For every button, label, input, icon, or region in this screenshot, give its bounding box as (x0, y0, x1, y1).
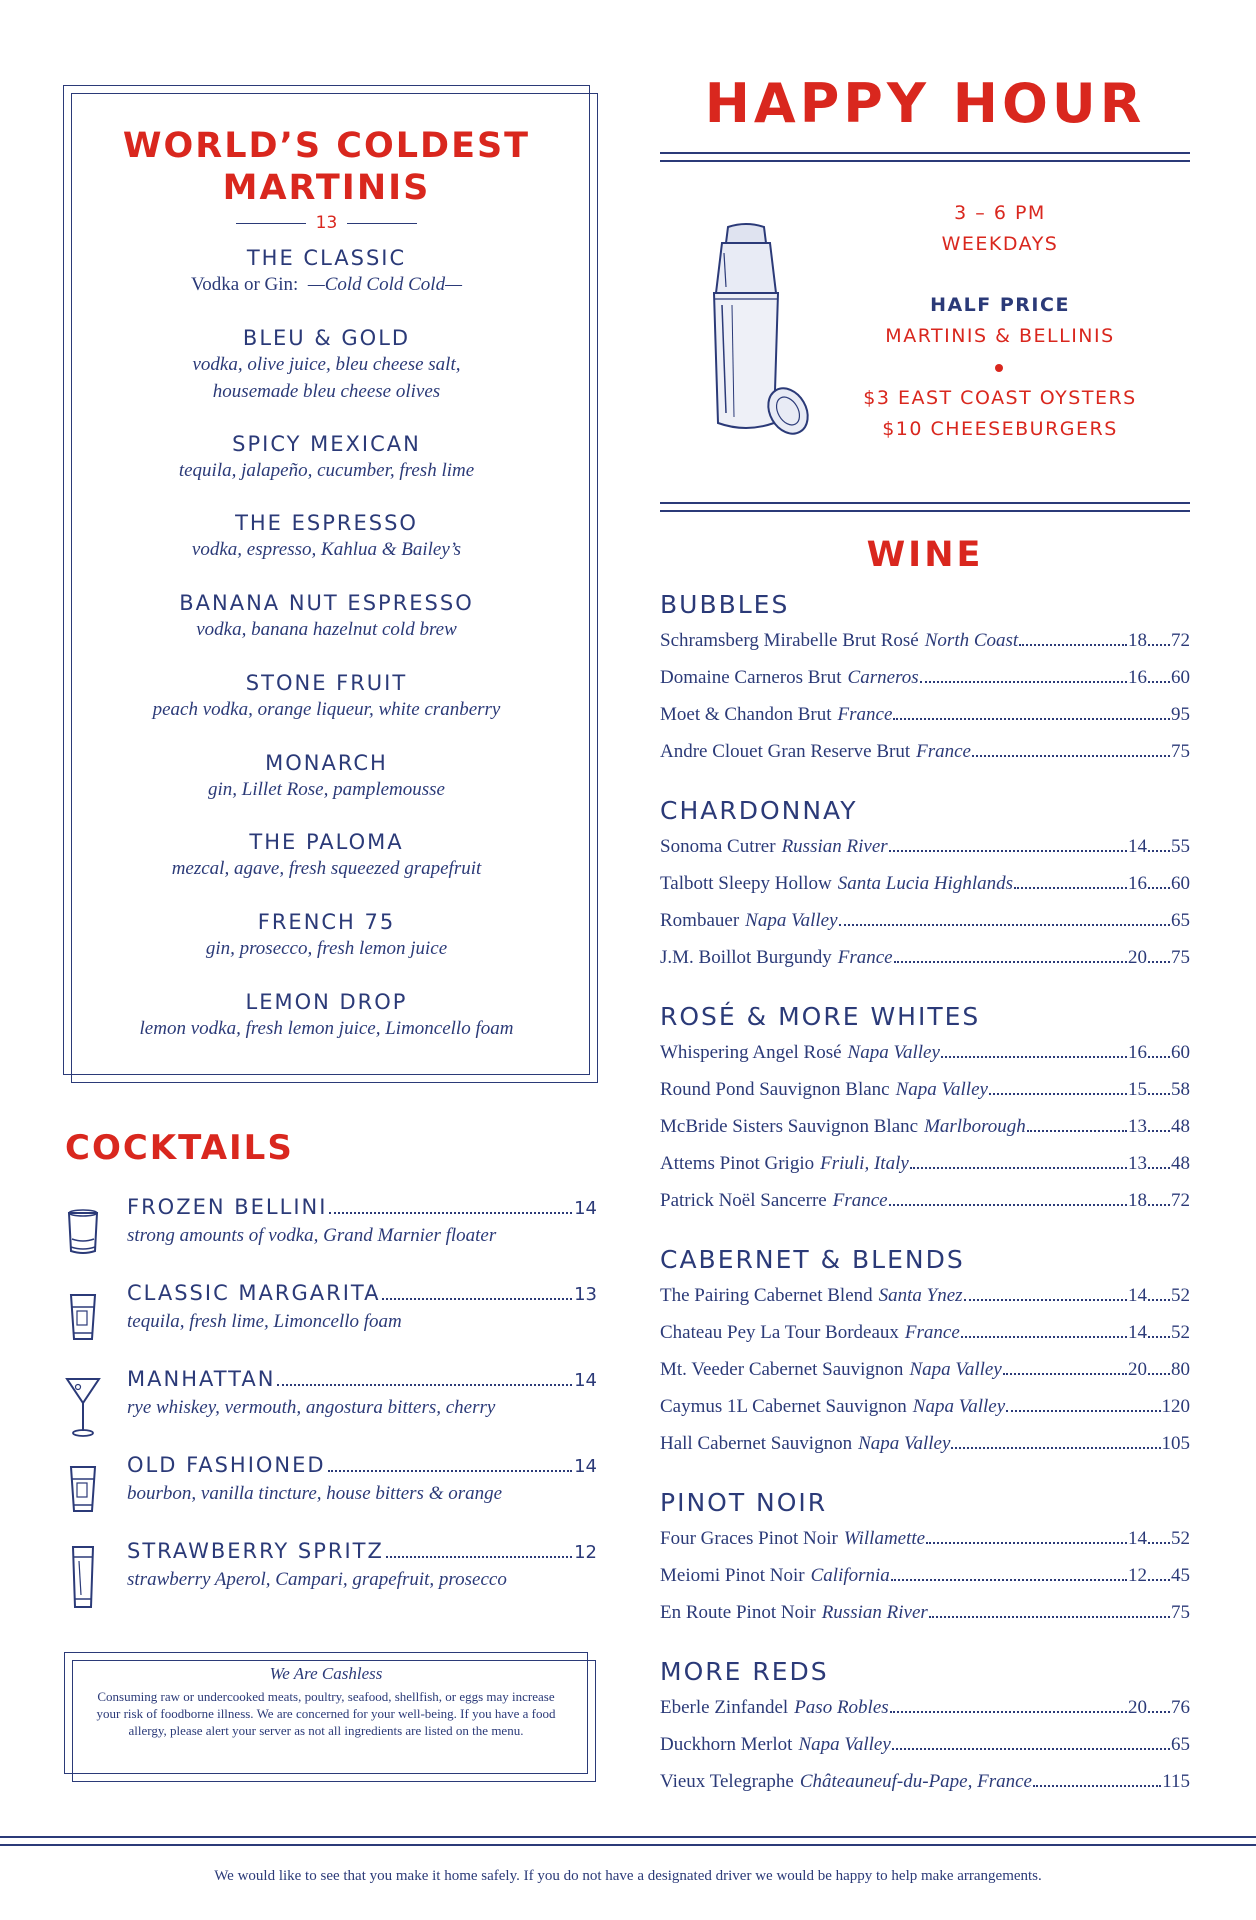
wine-bottle-price: 48 (1171, 1153, 1190, 1174)
cocktail-name-row (127, 1281, 597, 1306)
wine-region: Napa Valley (847, 1042, 940, 1063)
cocktail-shaker-icon (688, 213, 818, 443)
martini-title-line1: WORLD’S COLDEST (122, 126, 531, 166)
wine-name: Moet & Chandon Brut (660, 704, 832, 725)
wine-glass-price: 12 (1128, 1565, 1147, 1586)
leader-dots (894, 961, 1127, 963)
wine-name: The Pairing Cabernet Blend (660, 1285, 873, 1306)
cocktail-name: CLASSIC MARGARITA (127, 1281, 381, 1305)
wine-category-heading: BUBBLES (660, 590, 790, 619)
wine-name: En Route Pinot Noir (660, 1602, 816, 1623)
wine-glass-price: 13 (1128, 1116, 1147, 1137)
wine-bottle-price: 72 (1171, 1190, 1190, 1211)
wine-region: Santa Lucia Highlands (837, 873, 1013, 894)
martini-item (63, 510, 590, 563)
martini-item-name: BANANA NUT ESPRESSO (179, 591, 474, 615)
wine-glass-price: 20 (1128, 947, 1147, 968)
leader-dots (1027, 1130, 1127, 1132)
cocktail-desc: strong amounts of vodka, Grand Marnier floater (127, 1225, 497, 1246)
wine-region: Russian River (781, 836, 888, 857)
wine-row (660, 667, 1190, 689)
leader-dots (891, 1579, 1127, 1581)
leader-dots (382, 1298, 572, 1300)
leader-dots (890, 1711, 1127, 1713)
cocktail-name-row (127, 1367, 597, 1392)
wine-bottle-price: 55 (1171, 836, 1190, 857)
martini-price-row (63, 213, 590, 233)
wine-name: J.M. Boillot Burgundy (660, 947, 832, 968)
wine-bottle-price: 52 (1171, 1528, 1190, 1549)
cocktail-desc: bourbon, vanilla tincture, house bitters & orange (127, 1483, 503, 1504)
martini-price: 13 (315, 213, 338, 233)
leader-dots (989, 1093, 1127, 1095)
cocktail-item (65, 1281, 597, 1361)
martini-item-name: THE CLASSIC (246, 246, 407, 270)
leader-dots (893, 718, 1170, 720)
leader-dots (961, 1336, 1127, 1338)
martini-item-desc-line2: housemade bleu cheese olives (212, 381, 441, 402)
wine-bottle-price: 60 (1171, 667, 1190, 688)
martini-item (63, 989, 590, 1042)
leader-dots (328, 1470, 573, 1472)
wine-glass-price: 13 (1128, 1153, 1147, 1174)
martini-item (63, 590, 590, 643)
wine-region: Marlborough (924, 1116, 1026, 1137)
wine-row (660, 1433, 1190, 1455)
wine-region: France (832, 1190, 888, 1211)
wine-bottle-price: 60 (1171, 1042, 1190, 1063)
wine-row (660, 1079, 1190, 1101)
wine-row (660, 1565, 1190, 1587)
martini-item-name: BLEU & GOLD (242, 326, 411, 350)
cocktail-desc: tequila, fresh lime, Limoncello foam (127, 1311, 402, 1332)
martini-item-name: LEMON DROP (245, 990, 408, 1014)
wine-name: Meiomi Pinot Noir (660, 1565, 805, 1586)
wine-bottle-price: 80 (1171, 1359, 1190, 1380)
martini-item-name: SPICY MEXICAN (232, 432, 421, 456)
bullet-dot (995, 364, 1003, 372)
leader-dots (1148, 1336, 1170, 1338)
cashless-notice (64, 1652, 588, 1774)
wine-region: Napa Valley (745, 910, 838, 931)
leader-dots (1148, 1579, 1170, 1581)
half-price-items: MARTINIS & BELLINIS (885, 325, 1115, 347)
leader-dots (1148, 887, 1170, 889)
tumbler-glass-icon (65, 1287, 101, 1353)
happy-hour-time: 3 – 6 PM (954, 202, 1046, 224)
wine-region: France (916, 741, 971, 762)
martini-item (63, 670, 590, 723)
wine-name: Duckhorn Merlot (660, 1734, 793, 1755)
cocktail-name-row (127, 1453, 597, 1478)
leader-dots (972, 755, 1170, 757)
wine-bottle-price: 95 (1171, 704, 1190, 725)
leader-dots (329, 1212, 572, 1214)
cocktail-name: STRAWBERRY SPRITZ (127, 1539, 384, 1563)
wine-region: Russian River (821, 1602, 928, 1623)
leader-dots (1006, 1410, 1160, 1412)
wine-glass-price: 20 (1128, 1697, 1147, 1718)
wine-bottle-price: 72 (1171, 630, 1190, 651)
wine-row (660, 1359, 1190, 1381)
wine-category-heading: MORE REDS (660, 1657, 829, 1686)
cocktail-price: 14 (574, 1198, 597, 1219)
wine-row (660, 1322, 1190, 1344)
martini-item-desc: gin, prosecco, fresh lemon juice (205, 938, 448, 959)
wine-bottle-price: 120 (1161, 1396, 1190, 1417)
wine-row (660, 704, 1190, 726)
leader-dots (1148, 681, 1170, 683)
wine-bottle-price: 75 (1171, 741, 1190, 762)
half-price-heading: HALF PRICE (930, 294, 1070, 316)
wine-glass-price: 18 (1128, 1190, 1147, 1211)
wine-region: Napa Valley (912, 1396, 1006, 1417)
martini-item (63, 431, 590, 484)
wine-bottle-price: 75 (1171, 1602, 1190, 1623)
martini-item (63, 245, 590, 298)
wine-name: Eberle Zinfandel (660, 1697, 789, 1718)
wine-bottle-price: 58 (1171, 1079, 1190, 1100)
leader-dots (1148, 1373, 1170, 1375)
wine-glass-price: 16 (1128, 873, 1147, 894)
wine-region: Châteauneuf-du-Pape, France (799, 1771, 1032, 1792)
wine-region: Willamette (843, 1528, 926, 1549)
wine-glass-price: 14 (1128, 1285, 1147, 1306)
leader-dots (1033, 1785, 1161, 1787)
cashless-title: We Are Cashless (269, 1664, 383, 1683)
wine-bottle-price: 45 (1171, 1565, 1190, 1586)
wine-name: Attems Pinot Grigio (660, 1153, 815, 1174)
wine-region: North Coast (924, 630, 1019, 651)
leader-dots (1148, 1542, 1170, 1544)
leader-dots (386, 1556, 572, 1558)
wine-name: McBride Sisters Sauvignon Blanc (660, 1116, 919, 1137)
wine-name: Chateau Pey La Tour Bordeaux (660, 1322, 899, 1343)
leader-dots (1148, 1056, 1170, 1058)
wine-name: Four Graces Pinot Noir (660, 1528, 838, 1549)
wine-glass-price: 16 (1128, 667, 1147, 688)
wine-category-heading: ROSÉ & MORE WHITES (660, 1002, 981, 1031)
martini-item-name: THE ESPRESSO (235, 511, 418, 535)
wine-glass-price: 18 (1128, 630, 1147, 651)
martini-item-name: THE PALOMA (249, 830, 404, 854)
wine-name: Vieux Telegraphe (660, 1771, 794, 1792)
happy-hour-days: WEEKDAYS (941, 233, 1059, 255)
cocktail-desc: rye whiskey, vermouth, angostura bitters, cherry (127, 1397, 496, 1418)
martini-item-desc: tequila, jalapeño, cucumber, fresh lime (178, 460, 475, 481)
leader-dots (929, 1616, 1170, 1618)
cocktail-item (65, 1539, 597, 1619)
martini-item-desc: peach vodka, orange liqueur, white cranberry (152, 699, 501, 720)
wine-name: Sonoma Cutrer (660, 836, 776, 857)
wine-bottle-price: 52 (1171, 1322, 1190, 1343)
martini-item (63, 829, 590, 882)
highball-glass-icon (65, 1545, 101, 1611)
happy-hour-title: HAPPY HOUR (704, 72, 1146, 135)
wine-name: Caymus 1L Cabernet Sauvignon (660, 1396, 907, 1417)
wine-name: Domaine Carneros Brut (660, 667, 842, 688)
wine-row (660, 1528, 1190, 1550)
martini-item-desc: vodka, banana hazelnut cold brew (196, 619, 457, 640)
wine-glass-price: 20 (1128, 1359, 1147, 1380)
leader-dots (1019, 644, 1127, 646)
wine-region: Napa Valley (895, 1079, 988, 1100)
leader-dots (1148, 644, 1170, 646)
food-safety-notice: Consuming raw or undercooked meats, poultry, seafood, shellfish, or eggs may increase your risk of foodborne illness. We are concerned for your well-being. If you have a food allergy, please alert your server as not all ingredients are listed on the menu. (96, 1689, 556, 1738)
leader-dots (889, 850, 1127, 852)
leader-dots (951, 1447, 1160, 1449)
martini-item-desc: mezcal, agave, fresh squeezed grapefruit (171, 858, 482, 879)
leader-dots (1148, 1093, 1170, 1095)
footer-note: We would like to see that you make it home safely. If you do not have a designated driver we would be happy to help make arrangements. (214, 1868, 1042, 1884)
cocktail-name: OLD FASHIONED (127, 1453, 326, 1477)
wine-glass-price: 14 (1128, 1528, 1147, 1549)
wine-name: Schramsberg Mirabelle Brut Rosé (660, 630, 919, 651)
wine-bottle-price: 52 (1171, 1285, 1190, 1306)
cocktail-item (65, 1453, 597, 1533)
wine-name: Hall Cabernet Sauvignon (660, 1433, 853, 1454)
wine-region: Paso Robles (794, 1697, 889, 1718)
wine-category-heading: PINOT NOIR (660, 1488, 828, 1517)
leader-dots (1148, 1711, 1170, 1713)
cocktail-price: 13 (574, 1284, 597, 1305)
wine-title: WINE (866, 535, 984, 575)
martini-item-desc: vodka, olive juice, bleu cheese salt, (192, 354, 461, 375)
martini-item-desc: gin, Lillet Rose, pamplemousse (208, 779, 445, 800)
cocktail-name-row (127, 1539, 597, 1564)
wine-row (660, 836, 1190, 858)
cocktail-price: 14 (574, 1456, 597, 1477)
martini-item (63, 750, 590, 803)
wine-bottle-price: 60 (1171, 873, 1190, 894)
wine-region: California (810, 1565, 890, 1586)
cocktail-name: MANHATTAN (127, 1367, 276, 1391)
cocktail-price: 14 (574, 1370, 597, 1391)
martini-glass-icon (65, 1373, 101, 1439)
wine-region: Napa Valley (909, 1359, 1002, 1380)
wine-region: Carneros (847, 667, 919, 688)
wine-region: Santa Ynez (878, 1285, 963, 1306)
martini-item-desc-lead: Vodka or Gin: (191, 274, 299, 295)
wine-row (660, 873, 1190, 895)
leader-dots (1148, 1167, 1170, 1169)
wine-row (660, 1190, 1190, 1212)
martini-title-line2: MARTINIS (222, 168, 431, 208)
wine-name: Andre Clouet Gran Reserve Brut (660, 741, 911, 762)
martini-item (63, 325, 590, 405)
leader-dots (277, 1384, 572, 1386)
martini-item-name: MONARCH (265, 751, 388, 775)
wine-bottle-price: 48 (1171, 1116, 1190, 1137)
leader-dots (964, 1299, 1127, 1301)
wine-region: France (837, 947, 893, 968)
wine-row (660, 1697, 1190, 1719)
leader-dots (1003, 1373, 1127, 1375)
rocks-glass-icon (65, 1201, 101, 1267)
divider (347, 223, 417, 224)
wine-name: Patrick Noël Sancerre (660, 1190, 827, 1211)
cocktail-desc: strawberry Aperol, Campari, grapefruit, prosecco (127, 1569, 507, 1590)
wine-row (660, 630, 1190, 652)
wine-row (660, 1285, 1190, 1307)
wine-glass-price: 14 (1128, 836, 1147, 857)
wine-name: Whispering Angel Rosé (660, 1042, 842, 1063)
leader-dots (1148, 961, 1170, 963)
wine-bottle-price: 65 (1171, 1734, 1190, 1755)
wine-row (660, 1602, 1190, 1624)
martini-section (63, 85, 590, 1075)
leader-dots (1148, 1299, 1170, 1301)
leader-dots (1148, 850, 1170, 852)
cheeseburger-special: $10 CHEESEBURGERS (882, 418, 1118, 440)
leader-dots (1148, 1130, 1170, 1132)
wine-bottle-price: 115 (1162, 1771, 1190, 1792)
wine-name: Round Pond Sauvignon Blanc (660, 1079, 890, 1100)
wine-bottle-price: 75 (1171, 947, 1190, 968)
wine-row (660, 1116, 1190, 1138)
wine-row (660, 1042, 1190, 1064)
wine-region: France (837, 704, 893, 725)
wine-row (660, 1153, 1190, 1175)
cocktails-title: COCKTAILS (65, 1128, 294, 1168)
divider (236, 223, 306, 224)
wine-row (660, 910, 1190, 932)
leader-dots (926, 1542, 1127, 1544)
wine-name: Talbott Sleepy Hollow (660, 873, 832, 894)
martini-item-desc: lemon vodka, fresh lemon juice, Limoncello foam (139, 1018, 514, 1039)
cocktail-price: 12 (574, 1542, 597, 1563)
wine-row (660, 947, 1190, 969)
leader-dots (892, 1748, 1170, 1750)
leader-dots (910, 1167, 1127, 1169)
martini-item (63, 909, 590, 962)
martini-item-desc-text: —Cold Cold Cold— (307, 274, 462, 295)
footer-double-divider (0, 1836, 1256, 1846)
wine-glass-price: 14 (1128, 1322, 1147, 1343)
wine-region: France (904, 1322, 960, 1343)
cocktail-item (65, 1367, 597, 1447)
wine-row (660, 1771, 1190, 1793)
wine-category-heading: CABERNET & BLENDS (660, 1245, 965, 1274)
martini-item-desc (63, 271, 590, 298)
wine-glass-price: 15 (1128, 1079, 1147, 1100)
cocktail-item (65, 1195, 597, 1275)
double-divider (660, 502, 1190, 512)
wine-row (660, 1396, 1190, 1418)
leader-dots (1014, 887, 1127, 889)
wine-bottle-price: 105 (1161, 1433, 1190, 1454)
leader-dots (839, 924, 1170, 926)
wine-glass-price: 16 (1128, 1042, 1147, 1063)
wine-region: Friuli, Italy (820, 1153, 909, 1174)
double-divider (660, 152, 1190, 162)
wine-bottle-price: 76 (1171, 1697, 1190, 1718)
wine-row (660, 1734, 1190, 1756)
leader-dots (941, 1056, 1127, 1058)
martini-item-desc: vodka, espresso, Kahlua & Bailey’s (191, 539, 462, 560)
wine-region: Napa Valley (858, 1433, 951, 1454)
leader-dots (920, 681, 1127, 683)
leader-dots (1148, 1204, 1170, 1206)
wine-name: Rombauer (660, 910, 740, 931)
cocktail-name: FROZEN BELLINI (127, 1195, 328, 1219)
wine-category-heading: CHARDONNAY (660, 796, 858, 825)
wine-name: Mt. Veeder Cabernet Sauvignon (660, 1359, 904, 1380)
martini-title (63, 125, 590, 209)
martini-item-name: FRENCH 75 (257, 910, 396, 934)
leader-dots (889, 1204, 1127, 1206)
martini-item-name: STONE FRUIT (245, 671, 408, 695)
cocktail-name-row (127, 1195, 597, 1220)
wine-region: Napa Valley (798, 1734, 891, 1755)
oyster-special: $3 EAST COAST OYSTERS (863, 387, 1137, 409)
wine-row (660, 741, 1190, 763)
tumbler-glass-icon (65, 1459, 101, 1525)
wine-bottle-price: 65 (1171, 910, 1190, 931)
